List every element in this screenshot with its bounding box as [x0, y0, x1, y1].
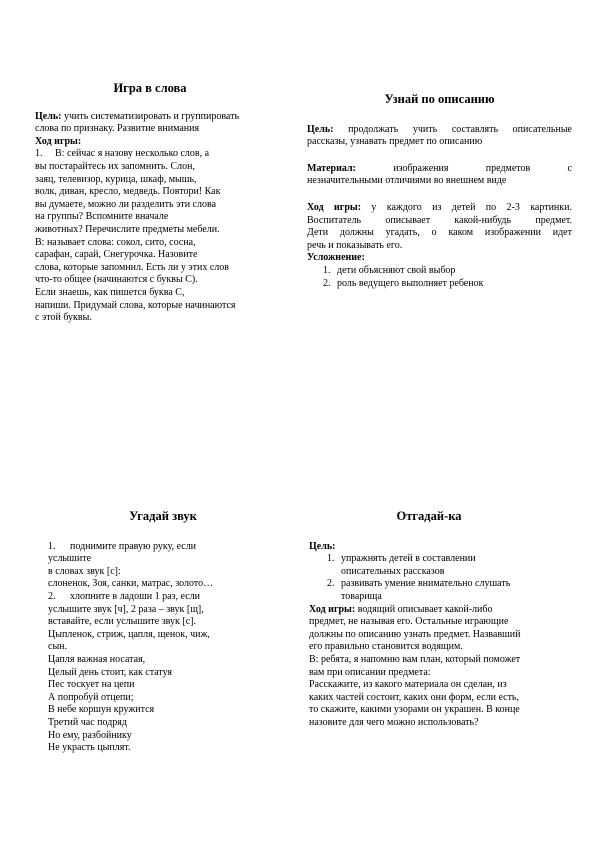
item-text: В: сейчас я назову несколько слов, а — [55, 148, 210, 160]
text-line: напиши. Придумай слова, которые начинаются — [35, 299, 236, 311]
poem-line: Не украсть цыплят. — [48, 742, 131, 754]
goal-label: Цель: — [309, 540, 336, 552]
text-line: сын. — [48, 641, 68, 653]
goal-text: продолжать учить составлять описательные — [333, 123, 572, 135]
goal-line — [35, 111, 265, 124]
course-line — [309, 604, 549, 617]
course-label: Ход игры: — [307, 201, 362, 213]
text-line: что-то общее (начинаются с буквы С). — [35, 274, 198, 286]
item-text: описательных рассказов — [341, 565, 445, 577]
text-line: речь и показывать его. — [307, 239, 403, 251]
card-guess-sound — [48, 510, 278, 755]
poem-line: В небе коршун кружится — [48, 704, 155, 716]
text-line: слоненок, Зоя, санки, матрас, золото… — [48, 578, 214, 590]
material-line-2: незначительными отличиями во внешнем виде — [307, 175, 507, 187]
text-line: волк, диван, кресло, медведь. Повтори! Как — [35, 186, 221, 198]
card-title: Узнай по описанию — [384, 92, 495, 106]
complication-list — [307, 265, 572, 290]
course-text: у каждого из детей по 2-3 картинки. — [361, 201, 572, 213]
text-line: вы думаете, можно ли разделить эти слова — [35, 198, 217, 210]
item-text: роль ведущего выполняет ребенок — [337, 277, 484, 289]
text-line: вам при описании предмета: — [309, 666, 431, 678]
poem-line: А попробуй отцепи; — [48, 691, 134, 703]
text-body — [35, 161, 265, 325]
goal-label: Цель: — [35, 110, 62, 122]
card-title: Угадай звук — [129, 509, 197, 523]
item-number: 2. — [48, 590, 56, 602]
poem-line: Пес тоскует на цепи — [48, 679, 135, 691]
course-text: водящий описывает какой-либо — [355, 603, 493, 615]
course-label: Ход игры: — [309, 603, 356, 615]
goal-line — [307, 124, 572, 137]
text-line: Воспитатель описывает какой-нибудь предмет. — [307, 214, 572, 226]
text-line: на группы? Вспомните вначале — [35, 211, 169, 223]
text-line: сарафан, сарай, Снегурочка. Назовите — [35, 249, 198, 261]
list-item — [48, 541, 278, 554]
text-line: назовите для чего можно использовать? — [309, 716, 479, 728]
list-item — [307, 265, 572, 278]
text-line: в словах звук [с]: — [48, 565, 121, 577]
item-number: 1. — [323, 264, 331, 276]
text-line: его правильно становится водящим. — [309, 641, 463, 653]
text-line: Дети должны угадать, о каком изображении идет — [307, 227, 572, 239]
text-line: Если знаешь, как пишется буква С, — [35, 286, 185, 298]
goal-text: учить систематизировать и группировать — [61, 110, 240, 122]
poem-line: Но ему, разбойнику — [48, 729, 132, 741]
item-text: развивать умение внимательно слушать — [341, 578, 511, 590]
text-line: В: ребята, я напомню вам план, который поможет — [309, 653, 521, 665]
card-guess-by-description — [307, 93, 572, 290]
goal-line-2: рассказы, узнавать предмет по описанию — [307, 136, 483, 148]
card-title: Отгадай-ка — [396, 509, 462, 523]
list-item — [35, 148, 265, 161]
item-text: упражнять детей в составлении — [341, 553, 476, 565]
text-line: предмет, не называя его. Остальные играющие — [309, 616, 509, 628]
text-line: В: называет слова: сокол, сито, сосна, — [35, 236, 196, 248]
item-text: дети объясняют свой выбор — [337, 264, 456, 276]
item-number: 2. — [327, 578, 335, 590]
item-number: 1. — [48, 540, 56, 552]
text-line: услышите — [48, 553, 92, 565]
card-word-game — [35, 82, 265, 325]
sound-list-2 — [48, 591, 278, 604]
text-line: слова, которые запомнил. Есть ли у этих слов — [35, 261, 229, 273]
text-line: вставайте, если услышите звук [с]. — [48, 616, 196, 628]
item-text: товарища — [341, 590, 382, 602]
material-text: изображения предметов с — [355, 162, 572, 174]
text-line: услышите звук [ч], 2 раза – звук [щ], — [48, 603, 204, 615]
sound-list-1 — [48, 541, 278, 554]
item-number: 2. — [323, 277, 331, 289]
complication-label: Усложнение: — [307, 252, 365, 264]
text-line: животных? Перечислите предметы мебели. — [35, 223, 220, 235]
text-line: должны по описанию узнать предмет. Назвавший — [309, 628, 521, 640]
card-riddle — [309, 510, 549, 730]
list-item — [307, 278, 572, 291]
text-line: вы постарайтесь их запомнить. Слон, — [35, 160, 195, 172]
course-label: Ход игры: — [35, 135, 82, 147]
item-text: хлопните в ладоши 1 раз, если — [70, 590, 200, 602]
goal-list — [309, 553, 549, 603]
poem-line: Цапля важная носатая, — [48, 653, 146, 665]
material-line — [307, 163, 572, 176]
goal-line-2: слова по признаку. Развитие внимания — [35, 123, 200, 135]
material-label: Материал: — [307, 162, 356, 174]
item-text: поднимите правую руку, если — [70, 540, 197, 552]
card-title: Игра в слова — [113, 81, 187, 95]
text-line: каких частей состоит, каких они форм, если есть, — [309, 691, 519, 703]
goal-label: Цель: — [307, 123, 334, 135]
poem-line: Целый день стоит, как статуя — [48, 666, 173, 678]
item-number: 1. — [327, 553, 335, 565]
text-line: Цыпленок, стриж, цапля, щенок, чиж, — [48, 628, 210, 640]
text-line: с этой буквы. — [35, 312, 92, 324]
item-number: 1. — [35, 148, 43, 160]
list-item — [48, 591, 278, 604]
course-line — [307, 202, 572, 215]
list-item — [309, 578, 549, 603]
text-line: заяц, телевизор, курица, шкаф, мышь, — [35, 173, 197, 185]
poem-line: Третий час подряд — [48, 716, 127, 728]
list-item — [309, 553, 549, 578]
text-line: Расскажите, из какого материала он сделан, из — [309, 679, 507, 691]
text-line: то скажите, какими узорами он украшен. В конце — [309, 704, 520, 716]
